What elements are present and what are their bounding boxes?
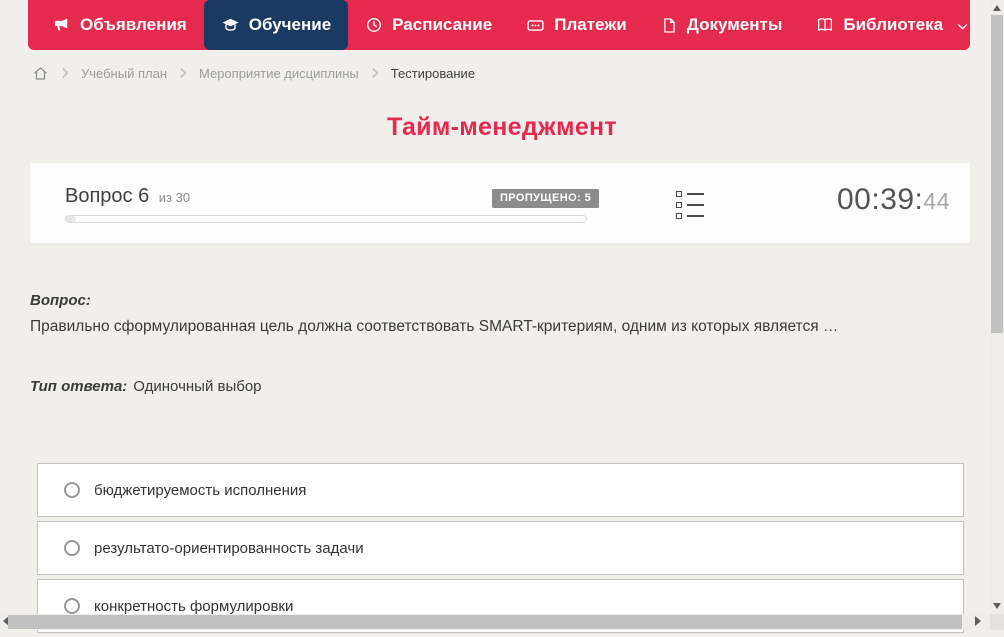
radio-button[interactable]	[64, 482, 80, 498]
question-list-icon[interactable]	[676, 191, 704, 224]
nav-item-announcements[interactable]	[36, 0, 204, 50]
question-total-label: из 30	[158, 190, 191, 205]
radio-button[interactable]	[64, 540, 80, 556]
nav-item-documents[interactable]	[644, 0, 800, 50]
breadcrumb-separator-icon	[178, 67, 188, 79]
home-icon[interactable]	[32, 65, 49, 82]
progress-fill	[66, 216, 76, 222]
payment-card-icon	[526, 16, 545, 35]
nav-item-library[interactable]	[799, 0, 986, 50]
document-icon	[661, 17, 678, 34]
answer-type	[30, 378, 262, 395]
question-label: Вопрос:	[30, 292, 91, 309]
skipped-badge: ПРОПУЩЕНО: 5	[492, 189, 599, 208]
nav-item-schedule[interactable]	[348, 0, 509, 50]
open-book-icon	[816, 16, 834, 34]
answer-options	[37, 463, 964, 637]
clock-icon	[365, 16, 383, 34]
answer-option-2[interactable]	[37, 521, 964, 575]
breadcrumb-item-study-plan[interactable]: Учебный план	[81, 65, 167, 81]
answer-type-label: Тип ответа:	[30, 378, 128, 395]
nav-item-payments[interactable]	[509, 0, 644, 50]
breadcrumb-separator-icon	[60, 67, 70, 79]
answer-option-1[interactable]	[37, 463, 964, 517]
megaphone-icon	[53, 16, 71, 34]
nav-item-label: Объявления	[80, 15, 187, 34]
answer-type-value: Одиночный выбор	[133, 378, 262, 395]
graduation-cap-icon	[221, 16, 240, 35]
page-title: Тайм-менеджмент	[387, 113, 617, 141]
scroll-right-arrow-icon[interactable]	[975, 616, 981, 626]
answer-option-label: конкретность формулировки	[94, 597, 294, 615]
breadcrumb-item-discipline-event[interactable]: Мероприятие дисциплины	[199, 65, 359, 81]
timer-hours-minutes: 00:39:	[836, 183, 924, 216]
nav-item-label: Обучение	[248, 15, 332, 34]
breadcrumb	[32, 63, 475, 83]
countdown-timer	[837, 183, 950, 217]
answer-option-label: результато-ориентированность задачи	[94, 539, 364, 557]
breadcrumb-separator-icon	[370, 67, 380, 79]
chevron-down-icon	[956, 20, 969, 33]
vertical-scrollbar-thumb[interactable]	[991, 15, 1003, 333]
nav-item-label: Расписание	[392, 15, 493, 34]
nav-item-label: Библиотека	[843, 15, 944, 34]
horizontal-scrollbar-thumb[interactable]	[8, 615, 962, 629]
question-header-card	[30, 163, 970, 243]
question-number	[65, 185, 190, 208]
horizontal-scrollbar[interactable]	[0, 614, 990, 630]
breadcrumb-item-testing: Тестирование	[390, 65, 476, 81]
vertical-scrollbar[interactable]	[990, 0, 1004, 614]
question-number-label: Вопрос 6	[65, 185, 150, 207]
nav-item-education[interactable]	[204, 0, 348, 50]
question-progress-bar	[65, 215, 587, 223]
radio-button[interactable]	[64, 598, 80, 614]
main-nav	[28, 0, 970, 50]
nav-item-label: Платежи	[554, 15, 627, 34]
scroll-down-arrow-icon[interactable]	[993, 603, 1001, 609]
scroll-up-arrow-icon[interactable]	[993, 5, 1001, 11]
question-text: Правильно сформулированная цель должна соответствовать SMART-критериям, одним из которых является …	[30, 318, 839, 335]
answer-option-label: бюджетируемость исполнения	[94, 481, 307, 499]
timer-seconds: 44	[923, 188, 950, 214]
scrollbar-corner	[990, 614, 1004, 630]
nav-item-label: Документы	[686, 15, 783, 34]
